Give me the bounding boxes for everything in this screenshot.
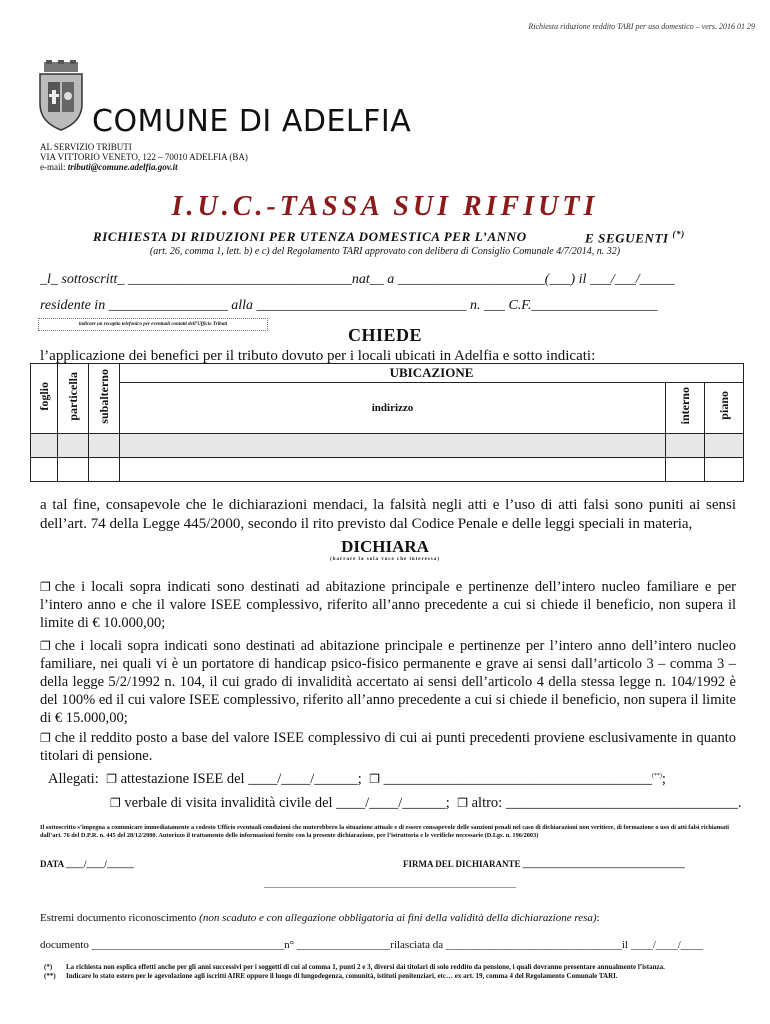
applicant-line[interactable]: _l_ sottoscritt_ ________________________________nat__ a _____________________(___) il ___/___/_____ bbox=[40, 272, 675, 287]
cell-interno[interactable] bbox=[666, 434, 705, 458]
col-piano: piano bbox=[705, 383, 744, 434]
signature-field[interactable]: FIRMA DEL DICHIARANTE ____________________________________ bbox=[403, 859, 685, 869]
awareness-paragraph: a tal fine, consapevole che le dichiarazioni mendaci, la falsità negli atti e l’uso di atti falsi sono puniti ai sensi dell’art. 74 della Legge 445/2000, secondo il rito previsto dal Codice Penale e delle leggi speciali in materia, bbox=[40, 497, 736, 532]
col-foglio: foglio bbox=[31, 364, 58, 434]
office-line-2: VIA VITTORIO VENETO, 122 – 70010 ADELFIA (BA) bbox=[40, 152, 248, 162]
dichiara-heading: DICHIARA bbox=[341, 537, 429, 556]
checkbox-icon[interactable]: ❐ bbox=[40, 639, 51, 653]
checkbox-icon[interactable]: ❐ bbox=[110, 796, 121, 810]
email-label: e-mail: bbox=[40, 162, 68, 172]
barrare-note: (barrare la sola voce che interessa) bbox=[330, 557, 440, 562]
attachment-altro[interactable]: altro: ________________________________. bbox=[471, 795, 742, 811]
col-interno: interno bbox=[666, 383, 705, 434]
option-1[interactable] bbox=[40, 578, 736, 632]
col-indirizzo: indirizzo bbox=[120, 383, 666, 434]
cell-indirizzo[interactable] bbox=[120, 434, 666, 458]
checkbox-icon[interactable]: ❐ bbox=[102, 772, 117, 786]
chiede-heading: CHIEDE bbox=[347, 325, 422, 345]
regulation-reference: (art. 26, comma 1, lett. b) e c) del Regolamento TARI approvato con delibera di Consiglio Comunale 4/7/2014, n. 32) bbox=[149, 246, 621, 257]
legal-notice: Il sottoscritto s’impegna a comunicare immediatamente a codesto Ufficio eventuali condizioni che muterebbero la situazione attuale e di essere consapevole delle sanzioni penali nel caso di dichiarazioni non veritiere, di formazione o uso di atti falsi richiamati dall’art. 76 del D.P.R. n. 445 del 28/12/2000. Autorizzo il trattamento delle informazioni fornite con la presente dichiarazione, per l’istruttoria e le verifiche necessarie (D.Lgs. n. 196/2003) bbox=[40, 824, 730, 839]
checkbox-icon[interactable]: ❐ bbox=[40, 580, 51, 594]
cell-foglio[interactable] bbox=[31, 458, 58, 482]
id-label-italic: (non scaduto e con allegazione obbligatoria ai fini della validità della dichiarazione resa) bbox=[199, 912, 597, 924]
id-document-fields[interactable]: documento ___________________________________n° _________________rilasciata da ________________________________il ____/____/____ bbox=[40, 939, 703, 951]
municipality-name: COMUNE DI ADELFIA bbox=[92, 104, 412, 139]
footnote-1-key: (*) bbox=[44, 963, 53, 971]
table-row[interactable] bbox=[31, 458, 744, 482]
col-subalterno: subalterno bbox=[89, 364, 120, 434]
footnote-1 bbox=[44, 963, 665, 972]
municipal-crest-icon bbox=[36, 60, 86, 132]
cell-interno[interactable] bbox=[666, 458, 705, 482]
checkbox-icon[interactable]: ❐ bbox=[453, 796, 468, 810]
attachments-row-1 bbox=[48, 771, 666, 788]
col-particella: particella bbox=[58, 364, 89, 434]
phone-contact-field[interactable]: indicare un recapito telefonico per eventuali contatti dell’Ufficio Tributi bbox=[38, 318, 268, 331]
intro-text: l’applicazione dei benefici per il tributo dovuto per i locali ubicati in Adelfia e sotto indicati: bbox=[40, 348, 596, 364]
table-row[interactable] bbox=[31, 434, 744, 458]
email-address: tributi@comune.adelfia.gov.it bbox=[67, 162, 178, 172]
form-subtitle: RICHIESTA DI RIDUZIONI PER UTENZA DOMESTICA PER L’ANNO bbox=[93, 229, 527, 244]
form-title: I.U.C.-TASSA SUI RIFIUTI bbox=[171, 191, 599, 222]
cell-piano[interactable] bbox=[705, 434, 744, 458]
subtitle-tail-text: E SEGUENTI bbox=[585, 230, 669, 246]
ubicazione-header: UBICAZIONE bbox=[120, 364, 744, 383]
option-2[interactable] bbox=[40, 637, 736, 727]
cell-foglio[interactable] bbox=[31, 434, 58, 458]
cell-subalterno[interactable] bbox=[89, 434, 120, 458]
footnotes bbox=[44, 963, 665, 981]
attachment-end: ; bbox=[661, 771, 666, 787]
option-2-text: che i locali sopra indicati sono destinati ad abitazione principale e pertinenze per l’intero anno dell’intero nucleo familiare, nei quali vi è un portatore di handicap psico-fisico permanente e grave ai sensi dall’articolo 3 – comma 3 – della legge 5/2/1992 n. 104, il cui grado di invalidità accertato ai sensi dell’articolo 4 della stessa legge n. 104/1992 è del 100% ed il cui valore ISEE complessivo, riferito all’anno precedente a cui si chiede il beneficio, non supera il limite di € 15.000,00; bbox=[40, 638, 736, 726]
attachments-row-2 bbox=[110, 795, 741, 812]
id-document-label bbox=[40, 912, 600, 924]
form-subtitle-tail bbox=[585, 229, 685, 246]
cell-indirizzo[interactable] bbox=[120, 458, 666, 482]
checkbox-icon[interactable]: ❐ bbox=[40, 731, 51, 745]
option-3-text: che il reddito posto a base del valore ISEE complessivo di cui ai punti precedenti proviene esclusivamente in quanto titolari di pensione. bbox=[40, 730, 736, 764]
option-1-text: che i locali sopra indicati sono destinati ad abitazione principale e pertinenze dell’intero nucleo familiare e per l’intero anno e che il valore ISEE complessivo, riferito all’anno precedente a cui si chiede il beneficio, non supera il limite di € 10.000,00; bbox=[40, 579, 736, 631]
attachments-label: Allegati: bbox=[48, 771, 99, 787]
residence-line[interactable]: residente in _________________ alla ______________________________ n. ___ C.F.__________________ bbox=[40, 298, 658, 313]
footnote-2 bbox=[44, 972, 665, 981]
attachment-note-mark: (**) bbox=[651, 773, 662, 780]
attachment-other-blank[interactable]: _____________________________________ bbox=[383, 771, 652, 787]
office-email-line bbox=[40, 162, 248, 172]
attachment-verbale[interactable]: verbale di visita invalidità civile del ____/____/______; bbox=[124, 795, 450, 811]
cell-subalterno[interactable] bbox=[89, 458, 120, 482]
subtitle-note-mark: (*) bbox=[672, 229, 685, 239]
location-table bbox=[30, 363, 744, 482]
checkbox-icon[interactable]: ❐ bbox=[365, 772, 380, 786]
version-note: Richiesta riduzione reddito TARI per uso domestico – vers. 2016 01 29 bbox=[528, 22, 755, 31]
date-field[interactable]: DATA ____/____/______ bbox=[40, 859, 134, 869]
office-address bbox=[40, 142, 248, 172]
office-line-1: AL SERVIZIO TRIBUTI bbox=[40, 142, 132, 152]
attachment-isee[interactable]: attestazione ISEE del ____/____/______; bbox=[120, 771, 362, 787]
footnote-2-text: Indicare lo stato estero per le agevolazione agli iscritti AIRE oppure il luogo di lungodegenza, comunità, istituti penitenziari, etc… ex art. 19, comma 4 del Regolamento Comunale TARI. bbox=[66, 972, 618, 980]
signature-line bbox=[264, 887, 516, 888]
option-3[interactable] bbox=[40, 729, 736, 765]
footnote-1-text: La richiesta non esplica effetti anche per gli anni successivi per i soggetti di cui al comma 1, punti 2 e 3, diversi dai titolari di solo reddito da pensione, i quali dovranno presentare annualmente l’istanza. bbox=[66, 963, 665, 971]
id-label-end: : bbox=[596, 912, 600, 924]
cell-particella[interactable] bbox=[58, 434, 89, 458]
id-label-text: Estremi documento riconoscimento bbox=[40, 912, 200, 924]
cell-particella[interactable] bbox=[58, 458, 89, 482]
footnote-2-key: (**) bbox=[44, 972, 56, 980]
cell-piano[interactable] bbox=[705, 458, 744, 482]
